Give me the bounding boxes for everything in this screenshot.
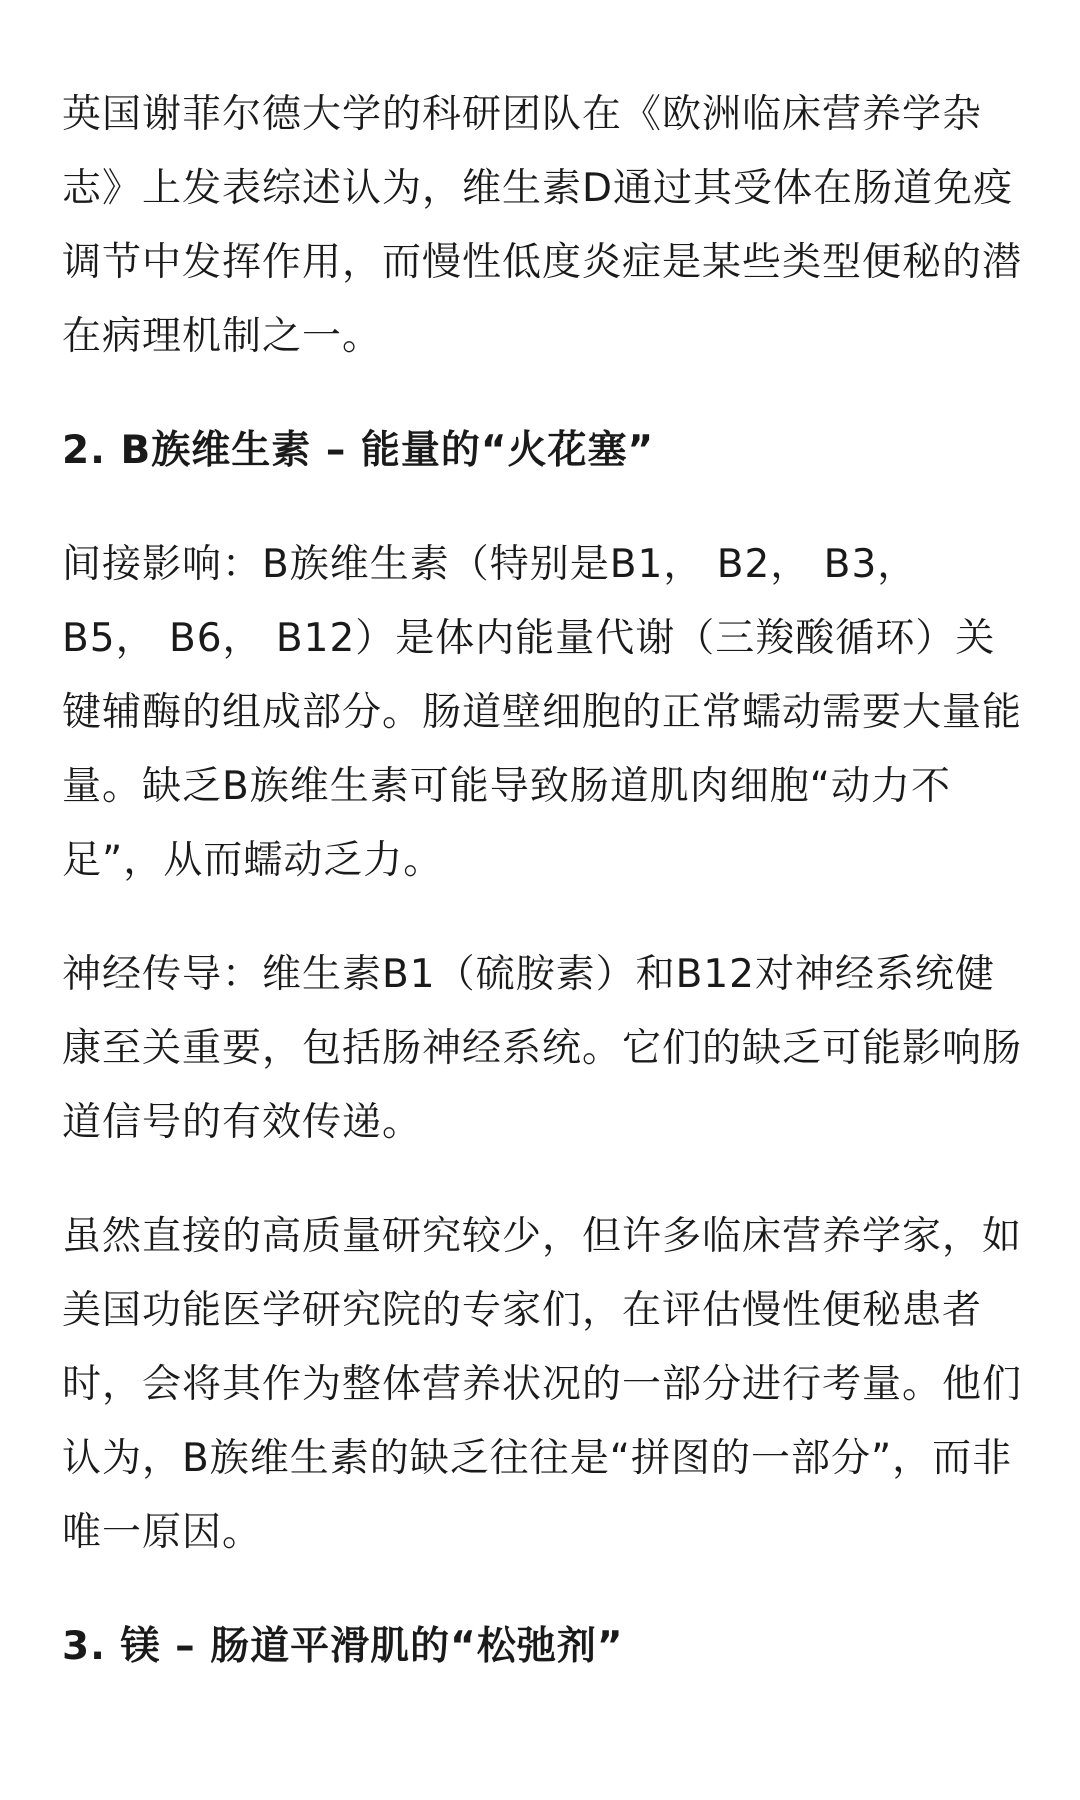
paragraph-vitamin-d-review: 英国谢菲尔德大学的科研团队在《欧洲临床营养学杂志》上发表综述认为，维生素D通过其受体在肠道免疫调节中发挥作用，而慢性低度炎症是某些类型便秘的潜在病理机制之一。 <box>62 92 1023 359</box>
article-body <box>62 78 1022 1684</box>
paragraph-clinical-view: 虽然直接的高质量研究较少，但许多临床营养学家，如美国功能医学研究院的专家们，在评估慢性便秘患者时，会将其作为整体营养状况的一部分进行考量。他们认为，B族维生素的缺乏往往是“拼图的一部分”，而非唯一原因。 <box>62 1214 1023 1555</box>
paragraph-nerve-conduction: 神经传导：维生素B1（硫胺素）和B12对神经系统健康至关重要，包括肠神经系统。它们的缺乏可能影响肠道信号的有效传递。 <box>62 952 1023 1145</box>
section-heading-b-vitamins: 2. B族维生素 – 能量的“火花塞” <box>62 428 655 473</box>
paragraph-indirect-effect: 间接影响：B族维生素（特别是B1， B2， B3， B5， B6， B12）是体内能量代谢（三羧酸循环）关键辅酶的组成部分。肠道壁细胞的正常蠕动需要大量能量。缺乏B族维生素可能导致肠道肌肉细胞“动力不足”，从而蠕动乏力。 <box>62 542 1023 883</box>
section-heading-magnesium: 3. 镁 – 肠道平滑肌的“松弛剂” <box>62 1624 624 1669</box>
